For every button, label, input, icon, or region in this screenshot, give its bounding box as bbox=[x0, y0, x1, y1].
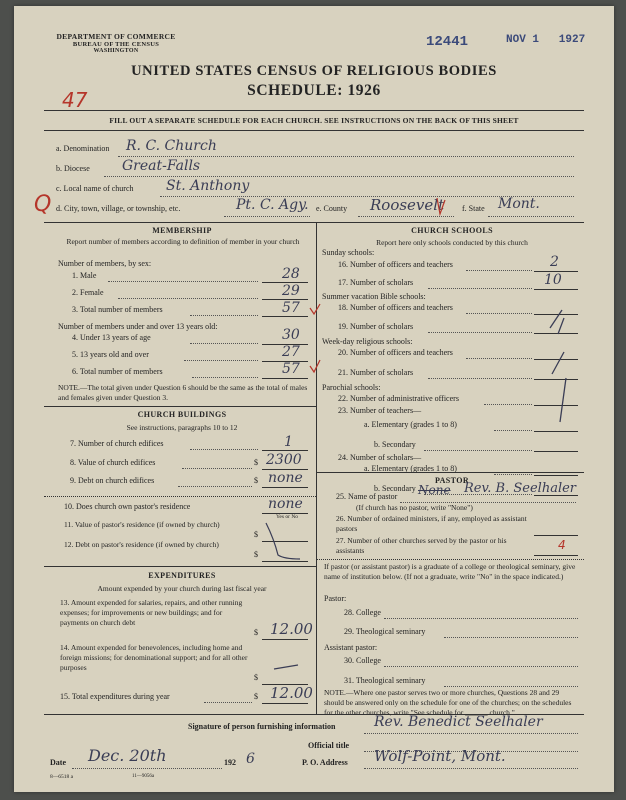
schools-title: CHURCH SCHOOLS bbox=[411, 226, 493, 235]
q25-struck-value: None bbox=[418, 483, 451, 497]
stamp-date: NOV 1 1927 bbox=[506, 34, 586, 46]
section-rule bbox=[44, 222, 584, 223]
date-line bbox=[72, 768, 222, 769]
graduate-note: If pastor (or assistant pastor) is a graduate of a college or theological seminary, give name of institution below. (If not a graduate, write "No" in the space indicated.) bbox=[324, 562, 576, 581]
date-value: Dec. 20th bbox=[88, 746, 167, 765]
signature-value: Rev. Benedict Seelhaler bbox=[374, 714, 543, 730]
q7-label: 7. Number of church edifices bbox=[70, 439, 164, 448]
assistant-pastor-label: Assistant pastor: bbox=[324, 643, 378, 652]
leader-dots bbox=[444, 637, 578, 638]
department-block bbox=[46, 32, 186, 54]
church-name-label: c. Local name of church bbox=[56, 184, 134, 193]
q1-label: 1. Male bbox=[72, 271, 97, 280]
q5-value: 27 bbox=[282, 344, 300, 360]
county-label: e. County bbox=[316, 204, 348, 213]
q14-dollar: $ bbox=[254, 673, 258, 682]
q15-label: 15. Total expenditures during year bbox=[60, 692, 170, 701]
q3-value: 57 bbox=[282, 300, 300, 316]
leader-dots bbox=[428, 288, 532, 289]
membership-subtitle: Report number of members according to definition of member in your church bbox=[66, 237, 300, 246]
date-label: Date bbox=[50, 758, 66, 767]
q12-dollar: $ bbox=[254, 550, 258, 559]
church-name-value: St. Anthony bbox=[166, 178, 250, 194]
leader-dots bbox=[204, 702, 252, 703]
q6-value: 57 bbox=[282, 361, 300, 377]
leader-dots bbox=[190, 343, 258, 344]
q11-label: 11. Value of pastor's residence (if owned by church) bbox=[64, 520, 220, 529]
q25-label: 25. Name of pastor bbox=[336, 492, 398, 501]
denomination-label: a. Denomination bbox=[56, 144, 110, 153]
q23b-label: b. Secondary bbox=[374, 440, 416, 449]
expenditures-subtitle: Amount expended by your church during last fiscal year bbox=[97, 584, 267, 593]
leader-dots bbox=[428, 332, 532, 333]
q19-label: 19. Number of scholars bbox=[338, 322, 414, 331]
leader-dots bbox=[444, 686, 578, 687]
q24-label: 24. Number of scholars— bbox=[338, 453, 422, 462]
leader-dots bbox=[466, 313, 532, 314]
q22-label: 22. Number of administrative officers bbox=[338, 394, 459, 403]
q25-hint: (If church has no pastor, write "None") bbox=[356, 503, 473, 512]
leader-dots bbox=[466, 270, 532, 271]
q8-dollar: $ bbox=[254, 458, 258, 467]
city-label: d. City, town, village, or township, etc. bbox=[56, 204, 181, 213]
rule bbox=[316, 559, 584, 560]
pastor-title: PASTOR bbox=[434, 476, 470, 485]
red-check-marks bbox=[308, 302, 322, 382]
year-prefix: 192 bbox=[224, 758, 236, 767]
membership-note: NOTE.—The total given under Question 6 should be the same as the total of males and females given under Question 3. bbox=[58, 383, 308, 402]
q9-dollar: $ bbox=[254, 476, 258, 485]
leader-dots bbox=[182, 468, 252, 469]
q8-value: 2300 bbox=[266, 452, 302, 468]
q28-label: 28. College bbox=[344, 608, 381, 617]
census-schedule-sheet bbox=[14, 6, 614, 792]
denomination-value: R. C. Church bbox=[126, 138, 217, 154]
weekday-schools-label: Week-day religious schools: bbox=[322, 337, 413, 346]
q15-dollar: $ bbox=[254, 692, 258, 701]
answer-line bbox=[262, 639, 308, 640]
q30-label: 30. College bbox=[344, 656, 381, 665]
red-check-mark bbox=[434, 196, 448, 218]
q13-dollar: $ bbox=[254, 628, 258, 637]
leader-dots bbox=[424, 450, 532, 451]
by-age-label: Number of members under and over 13 years old: bbox=[58, 322, 218, 331]
form-number: 8—6518 a bbox=[50, 774, 74, 780]
buildings-title: CHURCH BUILDINGS bbox=[137, 410, 227, 419]
q16-value: 2 bbox=[550, 254, 559, 270]
buildings-subtitle: See instructions, paragraphs 10 to 12 bbox=[126, 423, 238, 432]
q17-label: 17. Number of scholars bbox=[338, 278, 414, 287]
sunday-schools-label: Sunday schools: bbox=[322, 248, 375, 257]
q15-value: 12.00 bbox=[270, 684, 313, 702]
form-title: UNITED STATES CENSUS OF RELIGIOUS BODIES bbox=[131, 63, 497, 79]
city-value: Pt. C. Agy. bbox=[236, 197, 309, 213]
q10-label: 10. Does church own pastor's residence bbox=[64, 502, 191, 511]
leader-dots bbox=[192, 377, 258, 378]
section-rule bbox=[44, 406, 316, 407]
column-divider bbox=[316, 222, 317, 714]
leader-dots bbox=[428, 378, 532, 379]
q2-label: 2. Female bbox=[72, 288, 104, 297]
q24b-label: b. Secondary bbox=[374, 484, 416, 493]
by-sex-label: Number of members, by sex: bbox=[58, 259, 152, 268]
official-title-label: Official title bbox=[308, 741, 350, 750]
q1-value: 28 bbox=[282, 266, 300, 282]
answer-line bbox=[262, 450, 308, 451]
leader-dots bbox=[108, 281, 258, 282]
po-address-line bbox=[364, 768, 578, 769]
pastor-note: NOTE.—Where one pastor serves two or more churches, Questions 28 and 29 should be answered only on the schedule for one of the churches; on the schedules for the other churches, write "See schedule for ______ church." bbox=[324, 688, 572, 717]
q26-label: 26. Number of ordained ministers, if any, employed as assistant pastors bbox=[336, 514, 527, 533]
leader-dots bbox=[118, 298, 258, 299]
q31-label: 31. Theological seminary bbox=[344, 676, 426, 685]
stamp-number: 12441 bbox=[426, 34, 469, 50]
answer-line bbox=[262, 378, 308, 379]
dash-marks bbox=[544, 294, 580, 430]
q27-label: 27. Number of other churches served by the pastor or his assistants bbox=[336, 536, 507, 555]
dash-marks bbox=[272, 661, 302, 673]
answer-line bbox=[534, 431, 578, 432]
dept-line-2: BUREAU OF THE CENSUS bbox=[72, 41, 160, 48]
state-label: f. State bbox=[462, 204, 485, 213]
q4-label: 4. Under 13 years of age bbox=[72, 333, 151, 342]
q11-dollar: $ bbox=[254, 530, 258, 539]
q21-label: 21. Number of scholars bbox=[338, 368, 414, 377]
diocese-label: b. Diocese bbox=[56, 164, 90, 173]
red-mark-q: Q bbox=[34, 192, 52, 217]
dept-line-1: DEPARTMENT OF COMMERCE bbox=[56, 32, 176, 41]
q25-value: Rev. B. Seelhaler bbox=[464, 481, 577, 496]
q2-value: 29 bbox=[282, 283, 300, 299]
summer-schools-label: Summer vacation Bible schools: bbox=[322, 292, 426, 301]
answer-line bbox=[534, 289, 578, 290]
rule bbox=[44, 130, 584, 131]
dash-marks bbox=[264, 521, 304, 563]
leader-dots bbox=[494, 430, 532, 431]
q3-label: 3. Total number of members bbox=[72, 305, 163, 314]
city-line bbox=[224, 216, 310, 217]
schools-subtitle: Report here only schools conducted by this church bbox=[376, 238, 528, 247]
state-value: Mont. bbox=[498, 196, 540, 212]
leader-dots bbox=[384, 618, 578, 619]
po-address-value: Wolf-Point, Mont. bbox=[374, 747, 506, 765]
county-value: Roosevelt bbox=[370, 196, 445, 214]
leader-dots bbox=[178, 486, 252, 487]
section-rule bbox=[316, 472, 584, 473]
q17-value: 10 bbox=[544, 272, 562, 288]
leader-dots bbox=[484, 404, 532, 405]
answer-line bbox=[534, 451, 578, 452]
membership-title: MEMBERSHIP bbox=[152, 226, 212, 235]
q10-yes-no-hint: Yes or No bbox=[276, 514, 299, 520]
q6-label: 6. Total number of members bbox=[72, 367, 163, 376]
parochial-schools-label: Parochial schools: bbox=[322, 383, 381, 392]
diocese-value: Great-Falls bbox=[122, 158, 201, 174]
q23-label: 23. Number of teachers— bbox=[338, 406, 422, 415]
q20-label: 20. Number of officers and teachers bbox=[338, 348, 453, 357]
diocese-line bbox=[104, 176, 574, 177]
answer-line bbox=[262, 487, 308, 488]
q10-value: none bbox=[268, 496, 303, 512]
q4-value: 30 bbox=[282, 327, 300, 343]
q7-value: 1 bbox=[284, 434, 293, 450]
q18-label: 18. Number of officers and teachers bbox=[338, 303, 453, 312]
q9-value: none bbox=[268, 470, 303, 486]
instructions-line: FILL OUT A SEPARATE SCHEDULE FOR EACH CHURCH. SEE INSTRUCTIONS ON THE BACK OF THIS SHEET bbox=[109, 116, 519, 125]
answer-line bbox=[534, 555, 578, 556]
q23a-label: a. Elementary (grades 1 to 8) bbox=[364, 420, 457, 429]
q5-label: 5. 13 years old and over bbox=[72, 350, 149, 359]
q13-label: 13. Amount expended for salaries, repairs, and other running expenses; for improvements or new buildings; and for payments on church debt bbox=[60, 598, 243, 627]
q29-label: 29. Theological seminary bbox=[344, 627, 426, 636]
answer-line bbox=[534, 535, 578, 536]
form-number-2: 11—9056a bbox=[132, 774, 155, 779]
q27-value: 4 bbox=[558, 538, 566, 552]
leader-dots bbox=[190, 449, 258, 450]
leader-dots bbox=[184, 360, 258, 361]
answer-line bbox=[262, 703, 308, 704]
q14-label: 14. Amount expended for benevolences, including home and foreign missions; for denominational support; and for all other purposes bbox=[60, 643, 248, 672]
po-address-label: P. O. Address bbox=[302, 758, 348, 767]
q12-label: 12. Debt on pastor's residence (if owned by church) bbox=[64, 540, 219, 549]
pastor-label: Pastor: bbox=[324, 594, 347, 603]
form-subtitle: SCHEDULE: 1926 bbox=[247, 82, 381, 99]
signature-line bbox=[364, 733, 578, 734]
year-suffix: 6 bbox=[246, 751, 255, 767]
q8-label: 8. Value of church edifices bbox=[70, 458, 156, 467]
dept-line-3: WASHINGTON bbox=[93, 48, 139, 54]
q13-value: 12.00 bbox=[270, 620, 313, 638]
rule bbox=[44, 110, 584, 111]
section-rule bbox=[44, 566, 316, 567]
leader-dots bbox=[190, 315, 258, 316]
expenditures-title: EXPENDITURES bbox=[148, 571, 216, 580]
state-line bbox=[488, 216, 574, 217]
signature-label: Signature of person furnishing information bbox=[188, 722, 336, 731]
leader-dots bbox=[494, 474, 532, 475]
q9-label: 9. Debt on church edifices bbox=[70, 476, 155, 485]
q24a-label: a. Elementary (grades 1 to 8) bbox=[364, 464, 457, 473]
leader-dots bbox=[384, 666, 578, 667]
red-mark-47: 47 bbox=[62, 88, 88, 112]
q16-label: 16. Number of officers and teachers bbox=[338, 260, 453, 269]
denomination-line bbox=[118, 156, 574, 157]
answer-line bbox=[262, 316, 308, 317]
leader-dots bbox=[466, 358, 532, 359]
